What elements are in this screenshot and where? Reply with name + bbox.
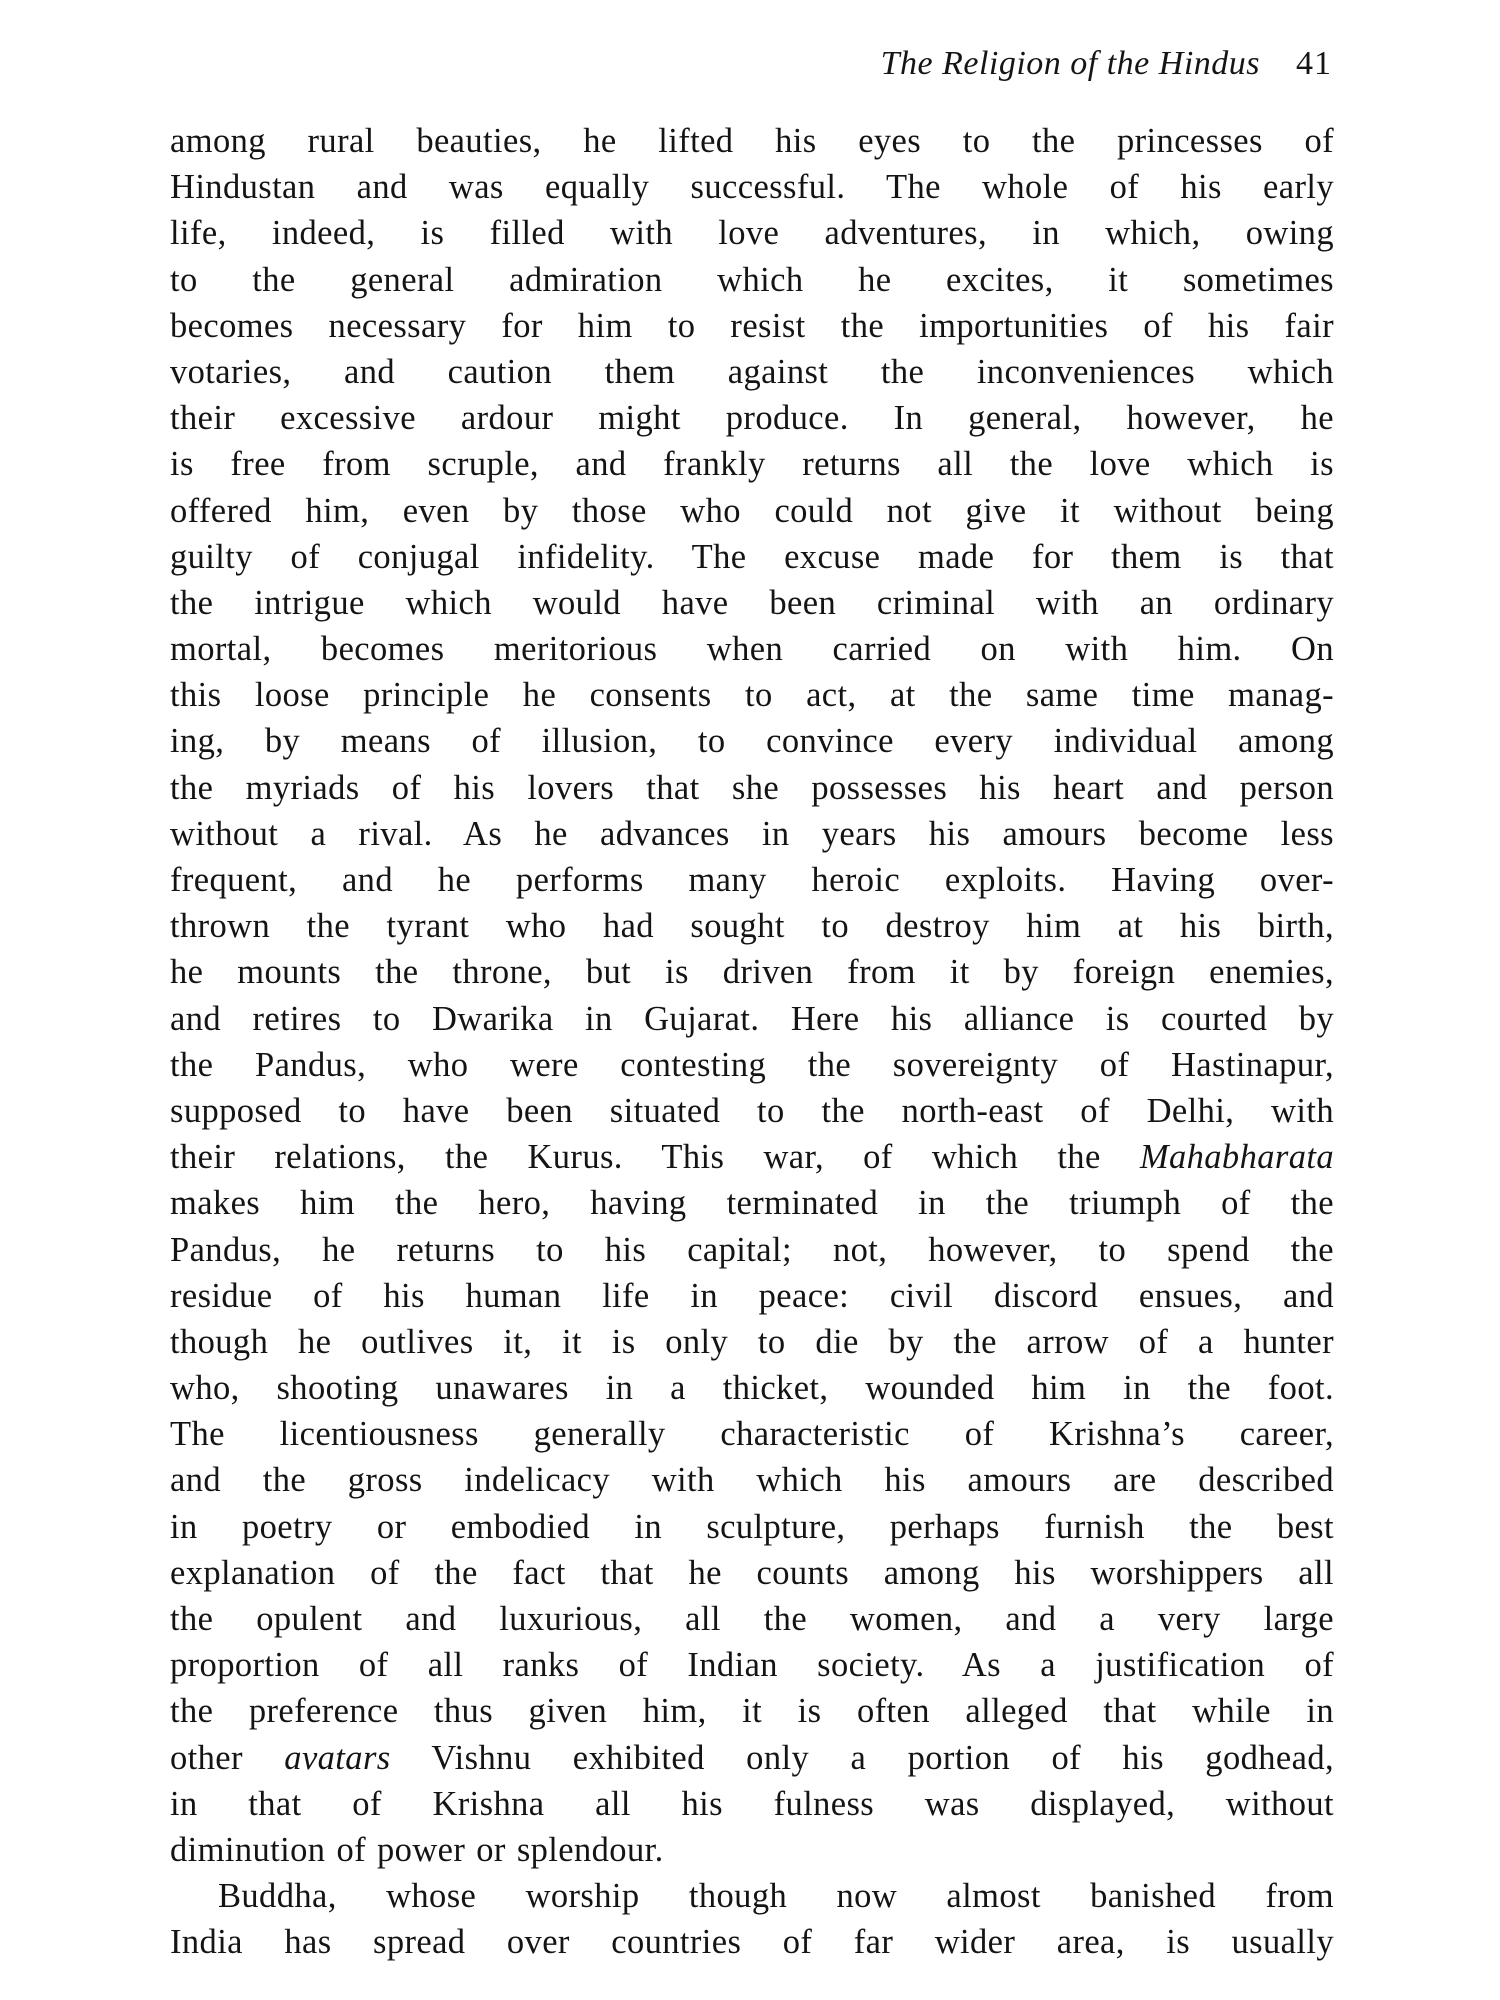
text-line	[170, 626, 1334, 672]
text-line	[170, 118, 1334, 164]
text-line	[170, 996, 1334, 1042]
text-line	[170, 164, 1334, 210]
text-line	[170, 857, 1334, 903]
text-segment: thrown the tyrant who had sought to destroy him at his birth,	[170, 907, 1334, 946]
text-segment: Buddha, whose worship though now almost banished from	[218, 1877, 1334, 1916]
text-segment: the preference thus given him, it is often alleged that while in	[170, 1692, 1334, 1731]
text-segment: the myriads of his lovers that she possesses his heart and person	[170, 768, 1334, 807]
text-line	[170, 1411, 1334, 1457]
text-line	[170, 1457, 1334, 1503]
text-line	[170, 1504, 1334, 1550]
text-line	[170, 1642, 1334, 1688]
paragraph-start-line	[170, 1873, 1334, 1919]
text-segment: proportion of all ranks of Indian society. As a justification of	[170, 1646, 1334, 1685]
text-line	[170, 1180, 1334, 1226]
text-segment: votaries, and caution them against the inconveniences which	[170, 352, 1334, 391]
text-line	[170, 1781, 1334, 1827]
text-line	[170, 1919, 1334, 1965]
text-line	[170, 1273, 1334, 1319]
page-number: 41	[1296, 45, 1332, 82]
body-text	[170, 118, 1334, 1966]
text-line	[170, 672, 1334, 718]
italic-term-avatars: avatars	[284, 1738, 391, 1777]
text-line	[170, 1227, 1334, 1273]
text-segment: mortal, becomes meritorious when carried on with him. On	[170, 630, 1334, 669]
text-line	[170, 1042, 1334, 1088]
text-segment: Pandus, he returns to his capital; not, however, to spend the	[170, 1230, 1334, 1269]
text-line	[170, 949, 1334, 995]
text-segment: The licentiousness generally characteristic of Krishna’s career,	[170, 1415, 1334, 1454]
text-line	[170, 903, 1334, 949]
text-line	[170, 210, 1334, 256]
text-segment: their relations, the Kurus. This war, of which the	[170, 1138, 1140, 1177]
text-line	[170, 765, 1334, 811]
text-line	[170, 1688, 1334, 1734]
running-head-title: The Religion of the Hindus	[880, 45, 1260, 82]
text-line	[170, 441, 1334, 487]
text-line	[170, 1088, 1334, 1134]
text-segment: offered him, even by those who could not give it without being	[170, 491, 1334, 530]
text-line	[170, 1735, 1334, 1781]
text-segment: ing, by means of illusion, to convince every individual among	[170, 722, 1334, 761]
text-segment: their excessive ardour might produce. In general, however, he	[170, 399, 1334, 438]
text-segment: diminution of power or splendour.	[170, 1830, 664, 1869]
text-segment: this loose principle he consents to act, at the same time manag-	[170, 676, 1334, 715]
text-line	[170, 534, 1334, 580]
running-head	[881, 40, 1332, 88]
text-segment: makes him the hero, having terminated in the triumph of the	[170, 1184, 1334, 1223]
text-segment: in that of Krishna all his fulness was displayed, without	[170, 1784, 1334, 1823]
text-segment: without a rival. As he advances in years his amours become less	[170, 814, 1334, 853]
text-segment: the Pandus, who were contesting the sovereignty of Hastinapur,	[170, 1045, 1334, 1084]
text-segment: Vishnu exhibited only a portion of his godhead,	[390, 1738, 1334, 1777]
text-segment: life, indeed, is filled with love adventures, in which, owing	[170, 214, 1334, 253]
text-segment: to the general admiration which he excites, it sometimes	[170, 260, 1334, 299]
text-segment: supposed to have been situated to the north-east of Delhi, with	[170, 1091, 1334, 1130]
text-segment: the intrigue which would have been criminal with an ordinary	[170, 583, 1334, 622]
text-line	[170, 257, 1334, 303]
text-segment: guilty of conjugal infidelity. The excuse made for them is that	[170, 537, 1334, 576]
text-line	[170, 580, 1334, 626]
text-line	[170, 349, 1334, 395]
text-segment: India has spread over countries of far wider area, is usually	[170, 1923, 1334, 1962]
text-line	[170, 1596, 1334, 1642]
text-segment: he mounts the throne, but is driven from it by foreign enemies,	[170, 953, 1334, 992]
text-segment: Hindustan and was equally successful. The whole of his early	[170, 168, 1334, 207]
text-line	[170, 718, 1334, 764]
text-line	[170, 488, 1334, 534]
text-segment: frequent, and he performs many heroic exploits. Having over-	[170, 861, 1334, 899]
italic-title-mahabharata: Mahabharata	[1139, 1138, 1334, 1177]
text-segment: other	[170, 1738, 285, 1777]
text-line	[170, 1365, 1334, 1411]
text-line	[170, 1550, 1334, 1596]
text-line	[170, 1319, 1334, 1365]
text-segment: among rural beauties, he lifted his eyes to the princesses of	[170, 122, 1334, 160]
text-segment: is free from scruple, and frankly returns all the love which is	[170, 445, 1334, 484]
text-segment: though he outlives it, it is only to die by the arrow of a hunter	[170, 1322, 1334, 1361]
text-line	[170, 811, 1334, 857]
text-line	[170, 395, 1334, 441]
text-segment: the opulent and luxurious, all the women, and a very large	[170, 1600, 1334, 1638]
text-segment: residue of his human life in peace: civil discord ensues, and	[170, 1276, 1334, 1315]
text-segment: and the gross indelicacy with which his amours are described	[170, 1461, 1334, 1500]
text-line	[170, 303, 1334, 349]
text-segment: explanation of the fact that he counts among his worshippers all	[170, 1553, 1334, 1592]
text-segment: and retires to Dwarika in Gujarat. Here his alliance is courted by	[170, 999, 1334, 1038]
paragraph-end-line	[170, 1827, 1334, 1873]
text-segment: becomes necessary for him to resist the importunities of his fair	[170, 306, 1334, 345]
text-segment: in poetry or embodied in sculpture, perhaps furnish the best	[170, 1507, 1334, 1546]
text-segment: who, shooting unawares in a thicket, wounded him in the foot.	[170, 1369, 1334, 1408]
text-line	[170, 1134, 1334, 1180]
